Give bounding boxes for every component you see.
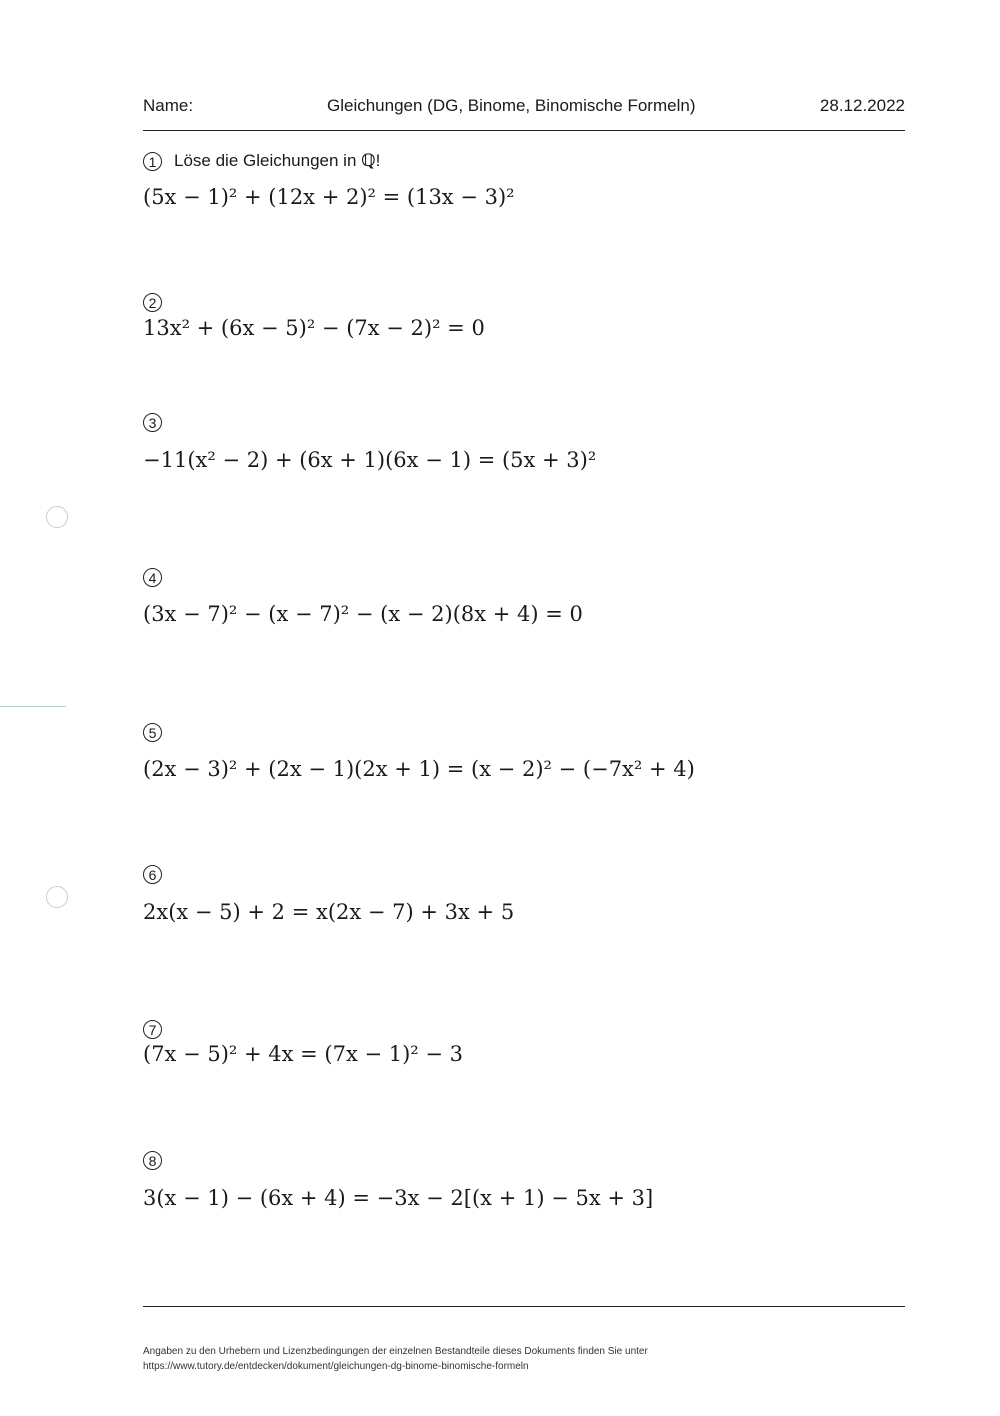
task-number: 8	[143, 1151, 162, 1170]
task-3-header	[143, 413, 162, 432]
name-label: Name:	[143, 96, 194, 115]
task-1-header	[143, 151, 380, 171]
task-2-header	[143, 293, 162, 312]
equation-3: −11(x² − 2) + (6x + 1)(6x − 1) = (5x + 3)²	[143, 448, 597, 472]
punch-hole-mark-bottom	[46, 886, 68, 908]
task-number: 4	[143, 568, 162, 587]
task-instruction	[174, 151, 380, 171]
task-8-header	[143, 1151, 162, 1170]
task-number: 5	[143, 723, 162, 742]
instruction-text: Löse die Gleichungen in	[174, 151, 362, 170]
equation-2: 13x² + (6x − 5)² − (7x − 2)² = 0	[143, 316, 485, 340]
equation-1: (5x − 1)² + (12x + 2)² = (13x − 3)²	[143, 185, 515, 209]
document-title: Gleichungen (DG, Binome, Binomische Formeln)	[327, 96, 696, 115]
task-number: 3	[143, 413, 162, 432]
equation-5: (2x − 3)² + (2x − 1)(2x + 1) = (x − 2)² − (−7x² + 4)	[143, 757, 695, 781]
task-7-header	[143, 1020, 162, 1039]
task-number: 7	[143, 1020, 162, 1039]
footer-license-note: Angaben zu den Urhebern und Lizenzbedingungen der einzelnen Bestandteile dieses Dokuments finden Sie unter	[143, 1346, 648, 1357]
equation-6: 2x(x − 5) + 2 = x(2x − 7) + 3x + 5	[143, 900, 515, 924]
footer-divider	[143, 1306, 905, 1307]
rational-numbers-symbol: ℚ	[361, 151, 376, 171]
task-number: 1	[143, 152, 162, 171]
task-5-header	[143, 723, 162, 742]
footer-source-url: https://www.tutory.de/entdecken/dokument/gleichungen-dg-binome-binomische-formeln	[143, 1361, 529, 1372]
punch-hole-mark-top	[46, 506, 68, 528]
task-6-header	[143, 865, 162, 884]
equation-7: (7x − 5)² + 4x = (7x − 1)² − 3	[143, 1042, 464, 1066]
task-number: 2	[143, 293, 162, 312]
fold-mark	[0, 706, 66, 707]
document-date: 28.12.2022	[819, 96, 905, 115]
equation-8: 3(x − 1) − (6x + 4) = −3x − 2[(x + 1) − 5x + 3]	[143, 1186, 654, 1210]
equation-4: (3x − 7)² − (x − 7)² − (x − 2)(8x + 4) = 0	[143, 602, 583, 626]
instruction-exclamation: !	[375, 151, 381, 170]
task-4-header	[143, 568, 162, 587]
footer-attribution	[143, 1344, 905, 1374]
task-number: 6	[143, 865, 162, 884]
page-header	[143, 96, 905, 131]
